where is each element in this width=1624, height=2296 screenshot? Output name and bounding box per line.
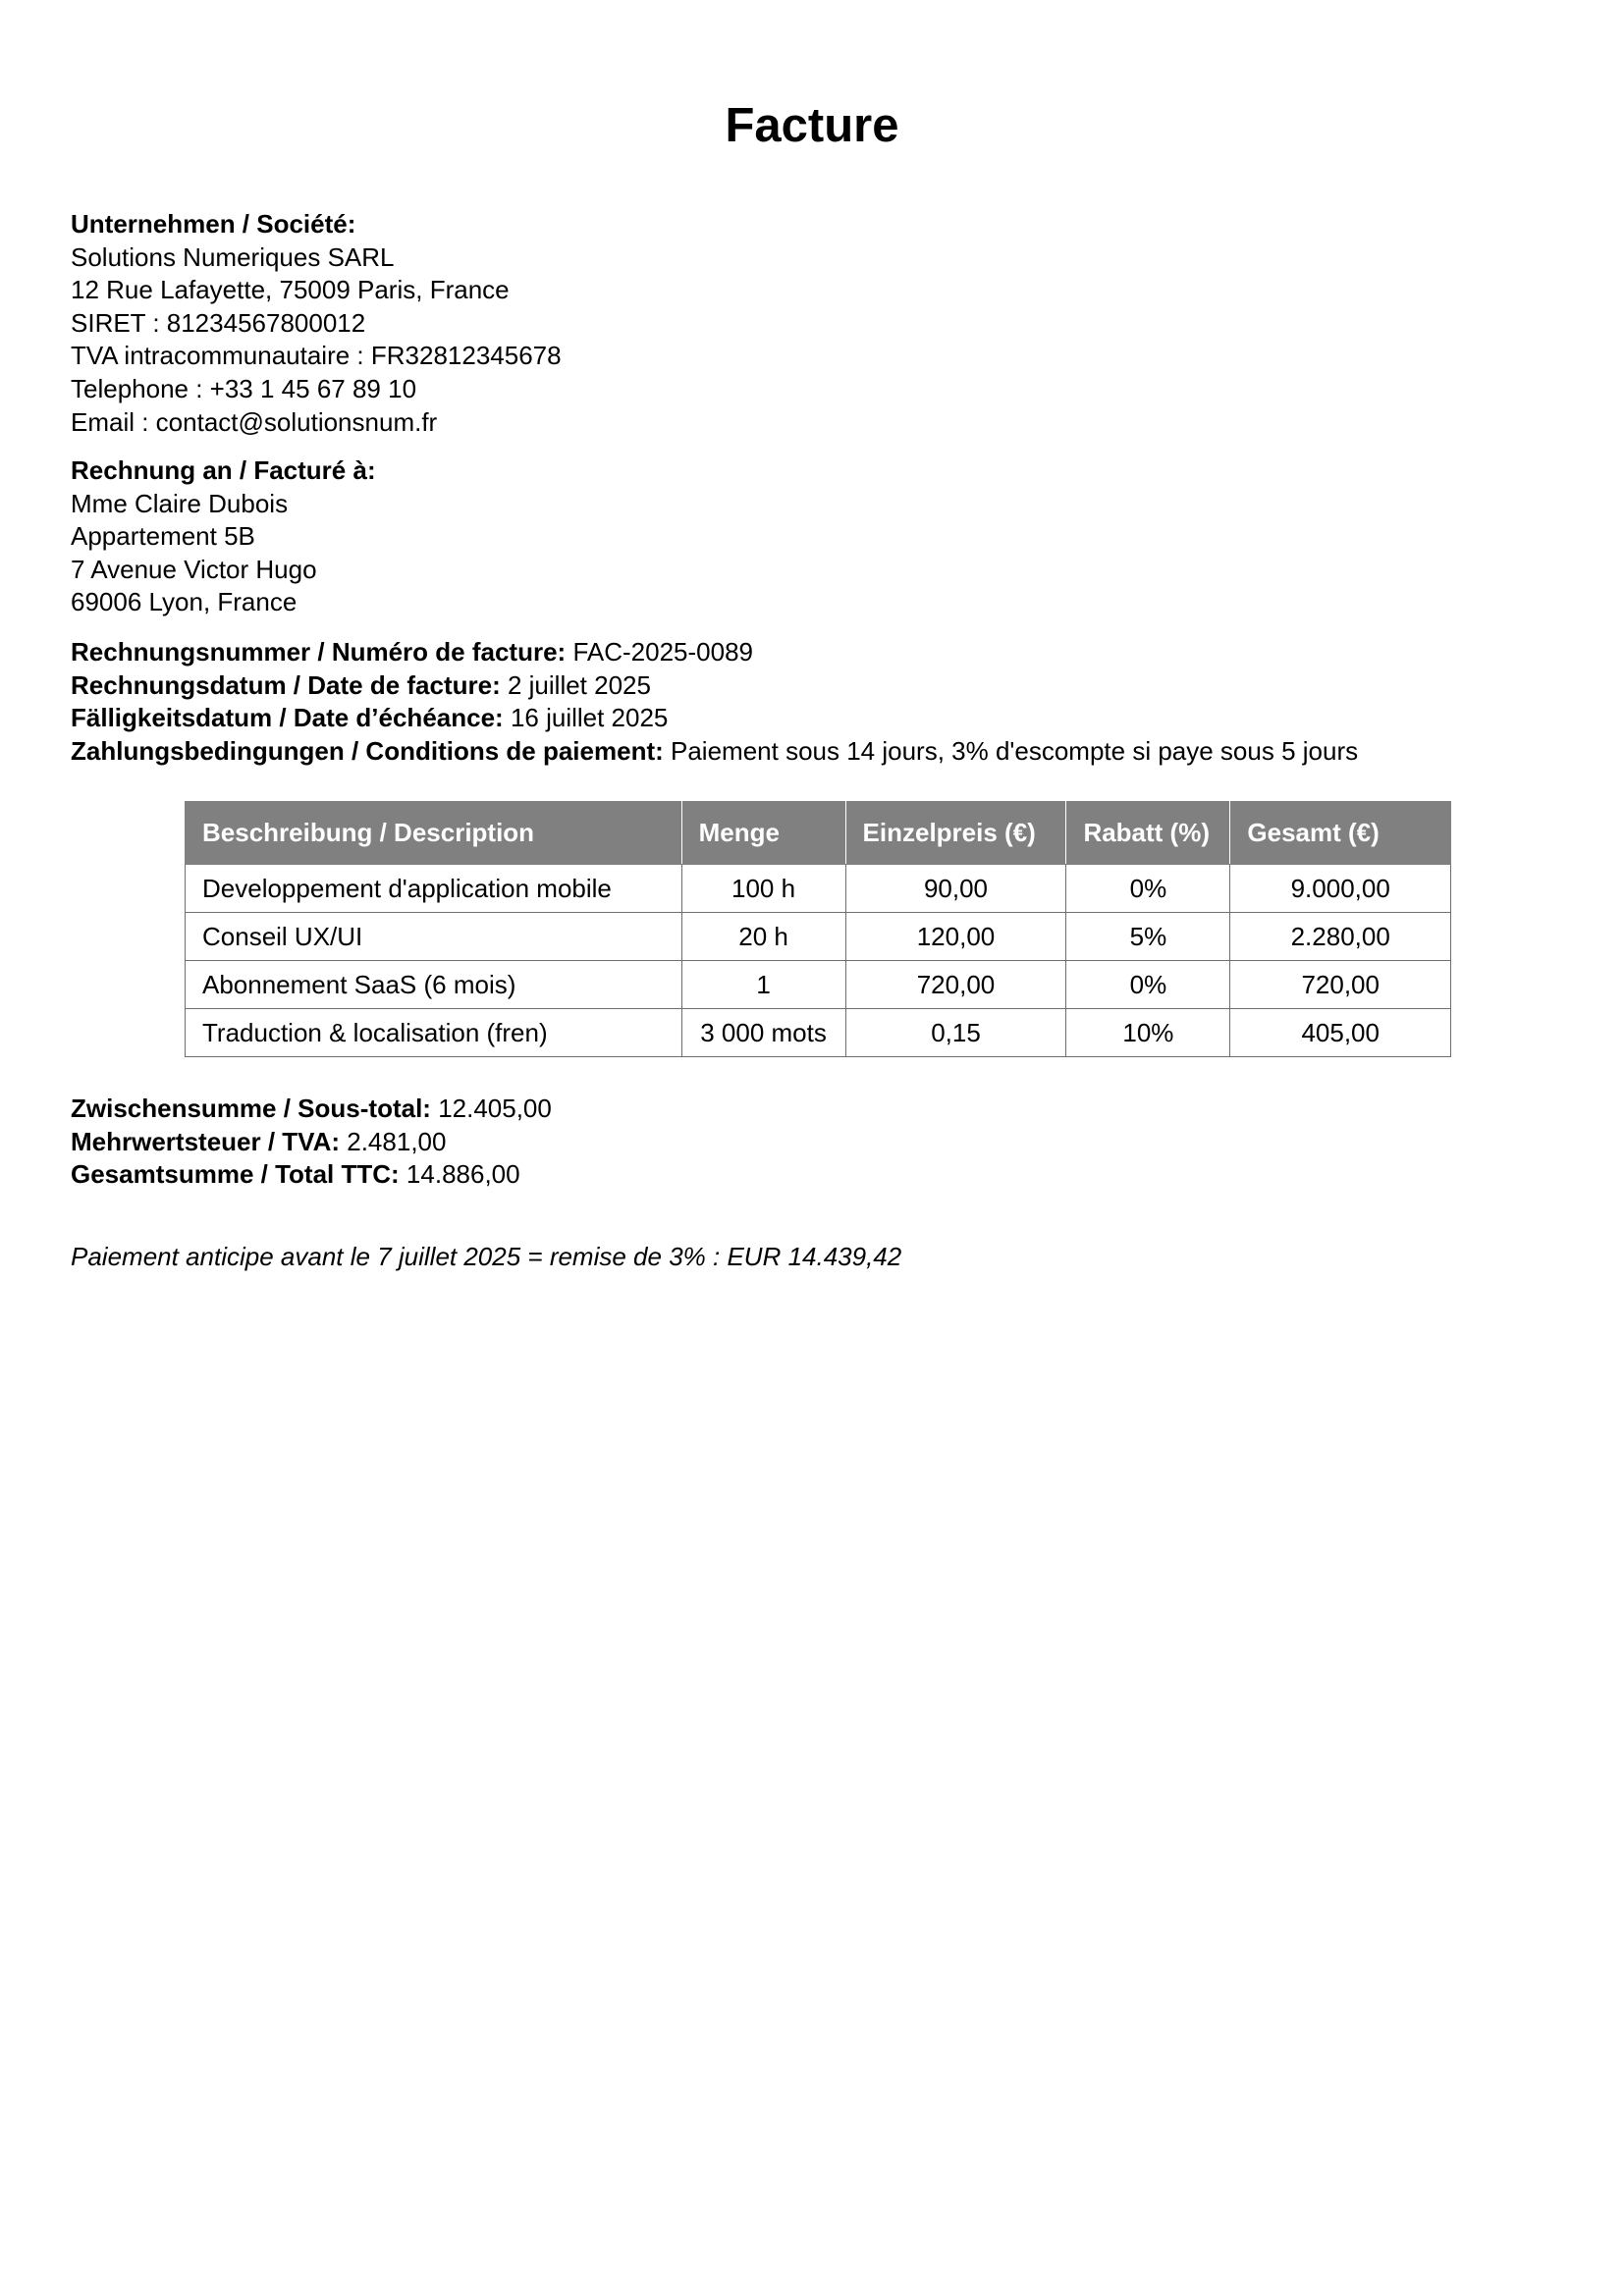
cell-description: Conseil UX/UI [186, 913, 682, 961]
invoice-date-label: Rechnungsdatum / Date de facture: [71, 669, 501, 700]
subtotal-label: Zwischensumme / Sous-total: [71, 1094, 431, 1123]
cell-discount: 10% [1066, 1009, 1230, 1057]
header-description: Beschreibung / Description [186, 802, 682, 865]
payment-terms-label: Zahlungsbedingungen / Conditions de paiement: [71, 735, 664, 766]
table-row [186, 913, 1451, 961]
page-title: Facture [725, 99, 899, 152]
header-quantity: Menge [681, 802, 845, 865]
early-payment-note-text: Paiement anticipe avant le 7 juillet 2025 = remise de 3% : EUR 14.439,42 [71, 1242, 902, 1271]
cell-total: 405,00 [1230, 1009, 1451, 1057]
header-discount: Rabatt (%) [1066, 802, 1230, 865]
cell-unit-price: 90,00 [845, 865, 1066, 913]
company-vat: TVA intracommunautaire : FR32812345678 [71, 341, 562, 371]
company-name: Solutions Numeriques SARL [71, 241, 395, 272]
cell-unit-price: 120,00 [845, 913, 1066, 961]
cell-discount: 0% [1066, 961, 1230, 1009]
grand-total-value: 14.886,00 [406, 1159, 520, 1190]
bill-to-name: Mme Claire Dubois [71, 488, 289, 518]
invoice-number-row [71, 636, 1358, 669]
cell-quantity: 1 [681, 961, 845, 1009]
company-siret: SIRET : 81234567800012 [71, 307, 366, 338]
cell-quantity: 3 000 mots [681, 1009, 845, 1057]
payment-terms-value: Paiement sous 14 jours, 3% d'escompte si paye sous 5 jours [671, 735, 1359, 766]
vat-value: 2.481,00 [347, 1126, 447, 1156]
vat-label: Mehrwertsteuer / TVA: [71, 1126, 341, 1156]
company-address: 12 Rue Lafayette, 75009 Paris, France [71, 275, 510, 305]
cell-description: Abonnement SaaS (6 mois) [186, 961, 682, 1009]
payment-terms-row [71, 735, 1358, 769]
cell-description: Traduction & localisation (fren) [186, 1009, 682, 1057]
grand-total-label: Gesamtsumme / Total TTC: [71, 1159, 400, 1190]
cell-total: 2.280,00 [1230, 913, 1451, 961]
company-block [71, 208, 562, 439]
cell-discount: 5% [1066, 913, 1230, 961]
company-email: Email : contact@solutionsnum.fr [71, 406, 438, 437]
cell-total: 9.000,00 [1230, 865, 1451, 913]
invoice-number-value: FAC-2025-0089 [572, 637, 753, 667]
cell-quantity: 100 h [681, 865, 845, 913]
due-date-label: Fälligkeitsdatum / Date d’échéance: [71, 703, 504, 733]
due-date-row [71, 702, 1358, 735]
bill-to-block [71, 454, 376, 619]
invoice-date-row [71, 669, 1358, 703]
company-phone: Telephone : +33 1 45 67 89 10 [71, 373, 417, 403]
invoice-meta-block [71, 636, 1358, 768]
bill-to-line3: 69006 Lyon, France [71, 587, 298, 617]
cell-total: 720,00 [1230, 961, 1451, 1009]
cell-unit-price: 0,15 [845, 1009, 1066, 1057]
cell-discount: 0% [1066, 865, 1230, 913]
table-row [186, 865, 1451, 913]
bill-to-line2: 7 Avenue Victor Hugo [71, 554, 317, 584]
due-date-value: 16 juillet 2025 [510, 703, 669, 733]
cell-unit-price: 720,00 [845, 961, 1066, 1009]
table-row [186, 1009, 1451, 1057]
header-unit-price: Einzelpreis (€) [845, 802, 1066, 865]
cell-quantity: 20 h [681, 913, 845, 961]
vat-row [71, 1126, 552, 1159]
bill-to-label: Rechnung an / Facturé à: [71, 455, 376, 485]
subtotal-value: 12.405,00 [438, 1094, 552, 1123]
table-row [186, 961, 1451, 1009]
grand-total-row [71, 1158, 552, 1192]
header-total: Gesamt (€) [1230, 802, 1451, 865]
early-payment-note [71, 1241, 901, 1274]
invoice-date-value: 2 juillet 2025 [507, 669, 651, 700]
cell-description: Developpement d'application mobile [186, 865, 682, 913]
totals-block [71, 1093, 552, 1192]
table-header-row [186, 802, 1451, 865]
invoice-number-label: Rechnungsnummer / Numéro de facture: [71, 637, 567, 667]
bill-to-line1: Appartement 5B [71, 521, 255, 552]
subtotal-row [71, 1093, 552, 1126]
items-table [185, 801, 1451, 1057]
company-label: Unternehmen / Société: [71, 209, 356, 239]
